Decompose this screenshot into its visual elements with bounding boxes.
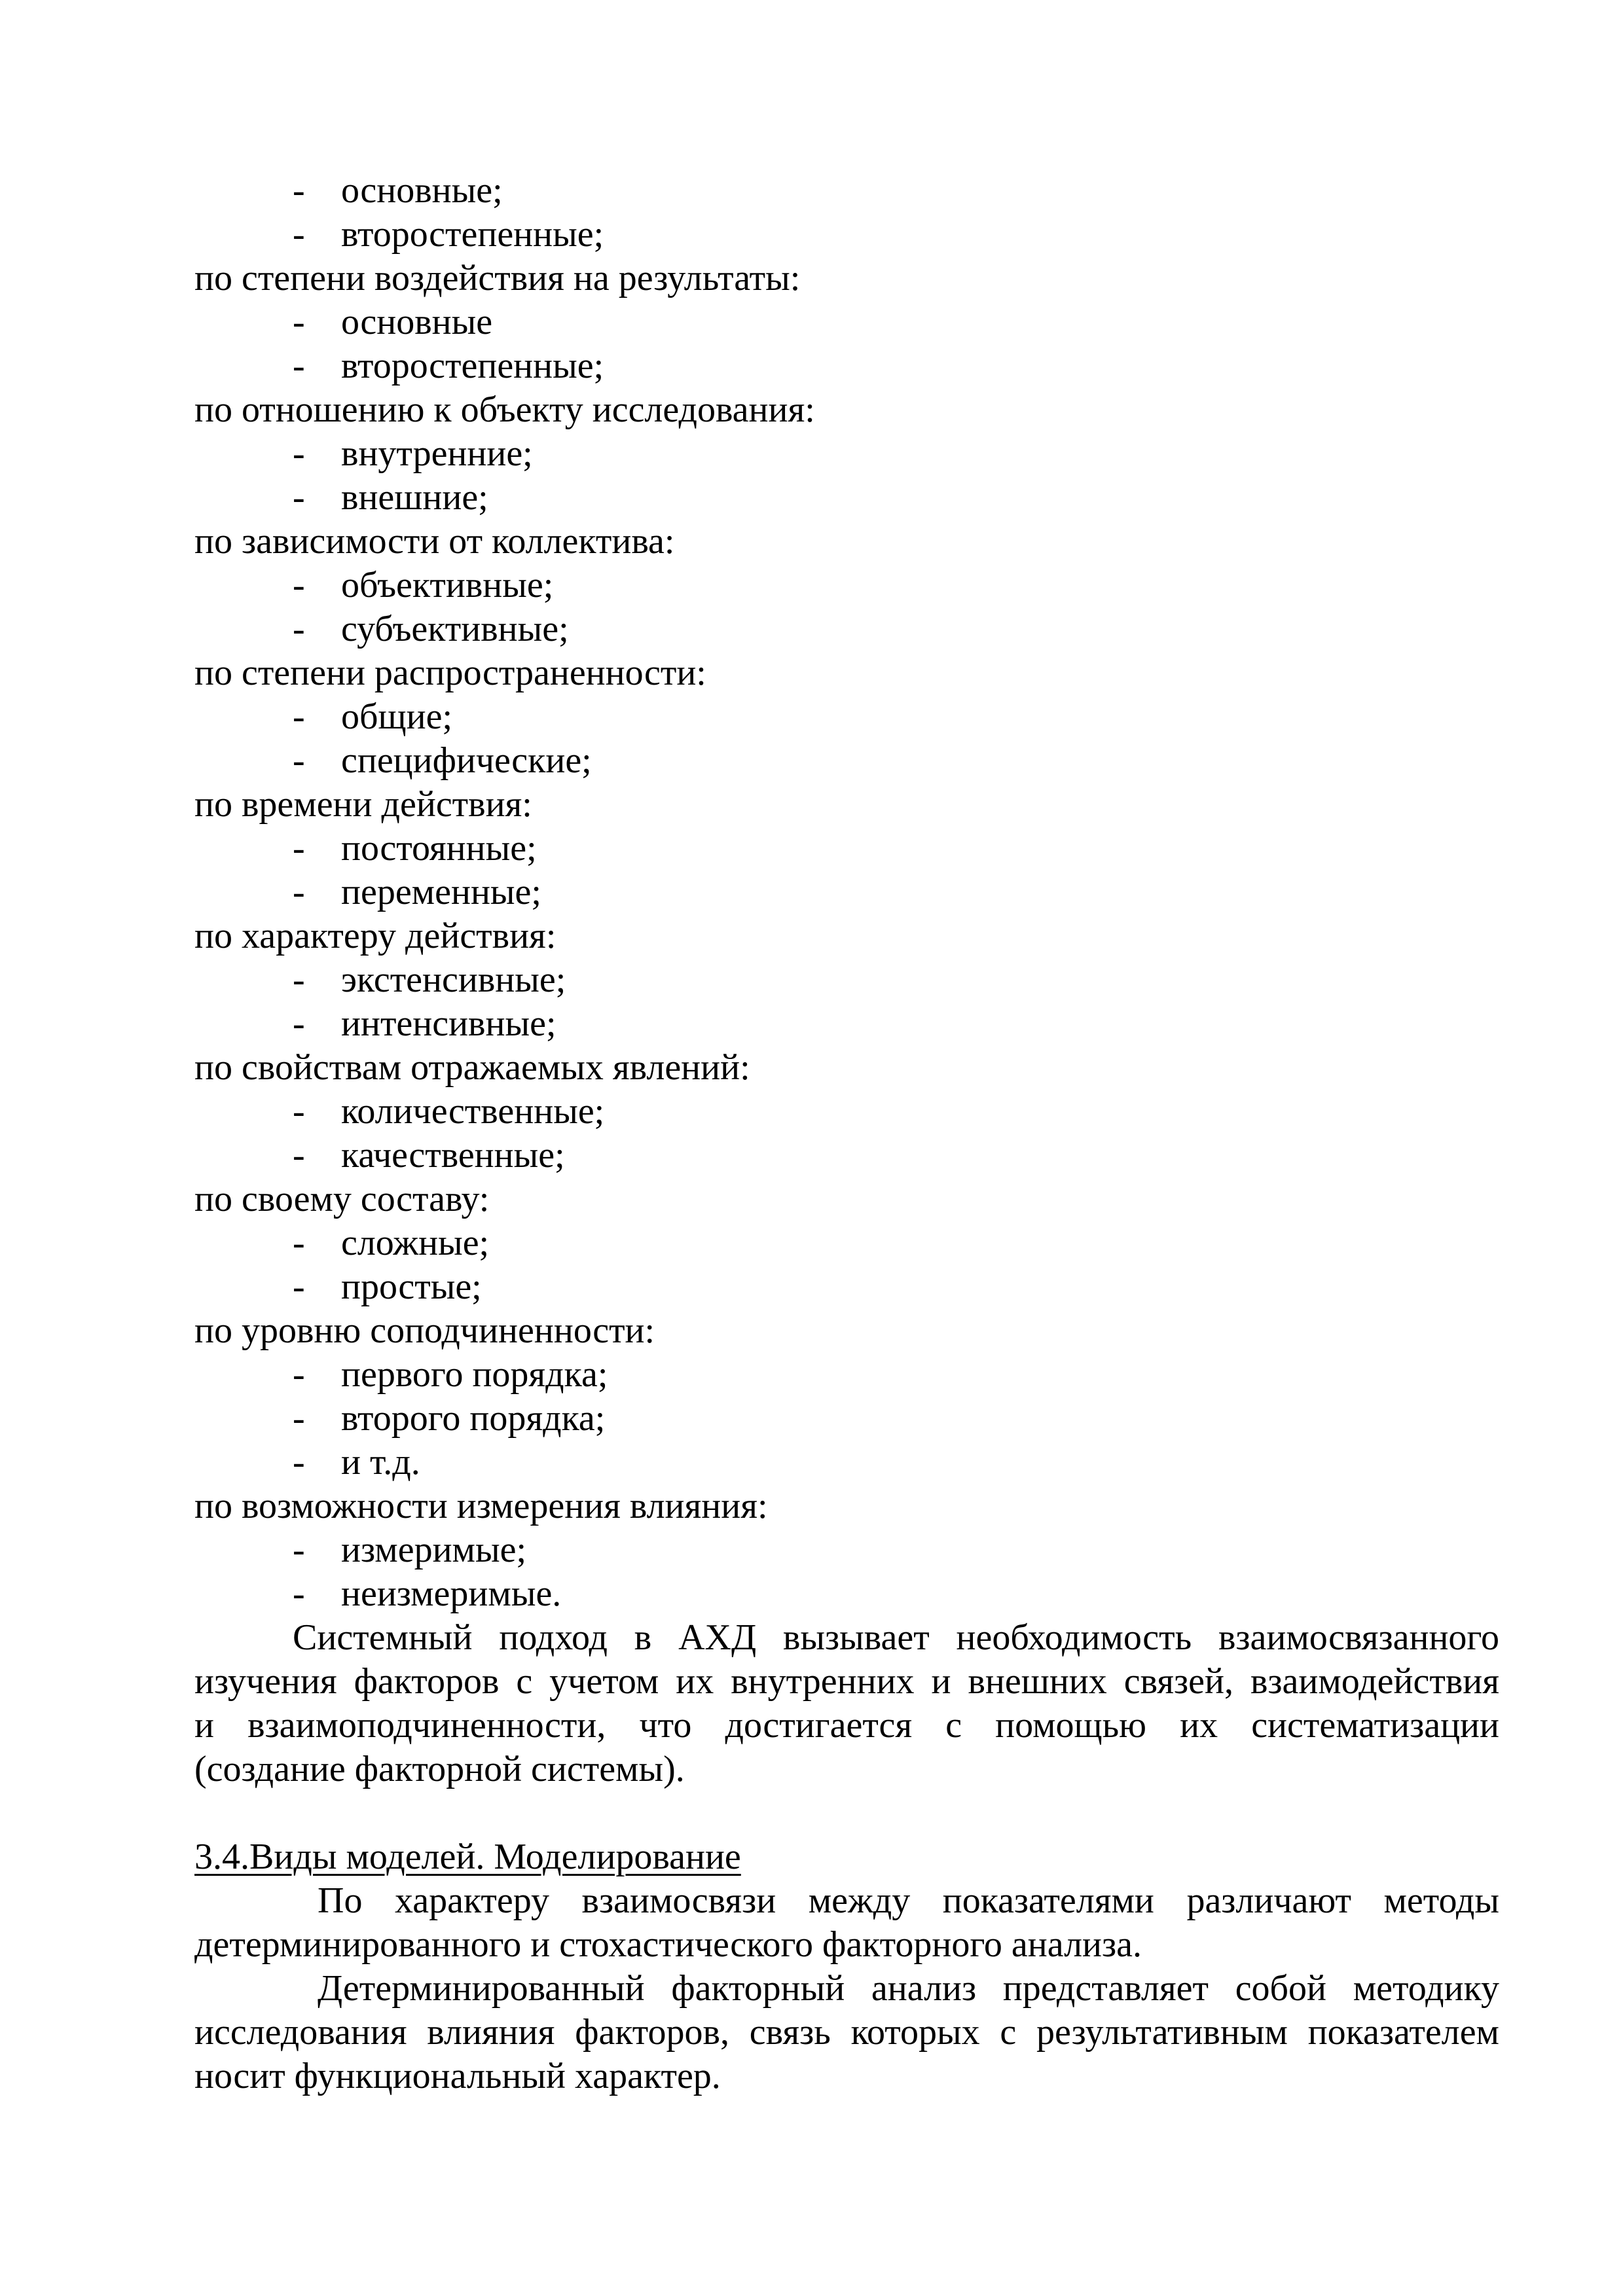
list-heading: по зависимости от коллектива: bbox=[194, 521, 675, 562]
list-item-text: экстенсивные; bbox=[341, 960, 566, 1000]
bullet-dash: - bbox=[293, 1442, 305, 1482]
bullet-dash: - bbox=[293, 740, 305, 781]
bullet-dash: - bbox=[293, 565, 305, 605]
list-item-text: второго порядка; bbox=[341, 1398, 606, 1439]
list-heading: по времени действия: bbox=[194, 784, 532, 825]
bullet-dash: - bbox=[293, 346, 305, 386]
section-heading: 3.4.Виды моделей. Моделирование bbox=[194, 1837, 741, 1877]
list-heading: по характеру действия: bbox=[194, 916, 556, 956]
bullet-dash: - bbox=[293, 214, 305, 255]
list-item-text: основные; bbox=[341, 170, 503, 211]
list-heading: по уровню соподчиненности: bbox=[194, 1310, 655, 1351]
list-item-text: неизмеримые. bbox=[341, 1573, 562, 1614]
list-item-text: простые; bbox=[341, 1266, 482, 1307]
bullet-dash: - bbox=[293, 1398, 305, 1439]
bullet-dash: - bbox=[293, 1573, 305, 1614]
bullet-dash: - bbox=[293, 609, 305, 649]
bullet-dash: - bbox=[293, 1091, 305, 1132]
bullet-dash: - bbox=[293, 1354, 305, 1395]
list-heading: по возможности измерения влияния: bbox=[194, 1486, 768, 1526]
bullet-dash: - bbox=[293, 828, 305, 869]
list-item-text: сложные; bbox=[341, 1223, 490, 1263]
list-item-text: измеримые; bbox=[341, 1530, 527, 1570]
paragraph-line: и взаимоподчиненности, что достигается с помощью их систематизации bbox=[194, 1705, 1499, 1746]
list-heading: по своему составу: bbox=[194, 1179, 490, 1219]
paragraph-line: носит функциональный характер. bbox=[194, 2056, 721, 2096]
paragraph-line: исследования влияния факторов, связь которых с результативным показателем bbox=[194, 2012, 1499, 2053]
paragraph-line: (создание факторной системы). bbox=[194, 1749, 685, 1789]
bullet-dash: - bbox=[293, 1135, 305, 1175]
paragraph-line: Системный подход в АХД вызывает необходимость взаимосвязанного bbox=[293, 1617, 1499, 1658]
bullet-dash: - bbox=[293, 960, 305, 1000]
list-heading: по степени воздействия на результаты: bbox=[194, 258, 801, 298]
paragraph-line: Детерминированный факторный анализ представляет собой методику bbox=[318, 1968, 1499, 2009]
list-item-text: качественные; bbox=[341, 1135, 565, 1175]
list-heading: по свойствам отражаемых явлений: bbox=[194, 1047, 750, 1088]
bullet-dash: - bbox=[293, 872, 305, 912]
list-item-text: основные bbox=[341, 302, 493, 342]
list-item-text: объективные; bbox=[341, 565, 554, 605]
list-heading: по отношению к объекту исследования: bbox=[194, 389, 815, 430]
paragraph-line: детерминированного и стохастического факторного анализа. bbox=[194, 1924, 1142, 1965]
paragraph-line: По характеру взаимосвязи между показателями различают методы bbox=[318, 1880, 1499, 1921]
bullet-dash: - bbox=[293, 170, 305, 211]
paragraph-line: изучения факторов с учетом их внутренних и внешних связей, взаимодействия bbox=[194, 1661, 1499, 1702]
list-item-text: второстепенные; bbox=[341, 214, 604, 255]
list-item-text: второстепенные; bbox=[341, 346, 604, 386]
list-item-text: постоянные; bbox=[341, 828, 537, 869]
list-item-text: специфические; bbox=[341, 740, 592, 781]
list-item-text: и т.д. bbox=[341, 1442, 420, 1482]
list-item-text: субъективные; bbox=[341, 609, 569, 649]
list-item-text: внешние; bbox=[341, 477, 488, 518]
bullet-dash: - bbox=[293, 302, 305, 342]
bullet-dash: - bbox=[293, 477, 305, 518]
bullet-dash: - bbox=[293, 1266, 305, 1307]
list-item-text: внутренние; bbox=[341, 433, 533, 474]
list-item-text: переменные; bbox=[341, 872, 541, 912]
list-item-text: общие; bbox=[341, 696, 452, 737]
bullet-dash: - bbox=[293, 1223, 305, 1263]
list-item-text: первого порядка; bbox=[341, 1354, 608, 1395]
list-item-text: интенсивные; bbox=[341, 1003, 556, 1044]
bullet-dash: - bbox=[293, 1003, 305, 1044]
list-heading: по степени распространенности: bbox=[194, 653, 706, 693]
bullet-dash: - bbox=[293, 433, 305, 474]
bullet-dash: - bbox=[293, 696, 305, 737]
bullet-dash: - bbox=[293, 1530, 305, 1570]
list-item-text: количественные; bbox=[341, 1091, 605, 1132]
